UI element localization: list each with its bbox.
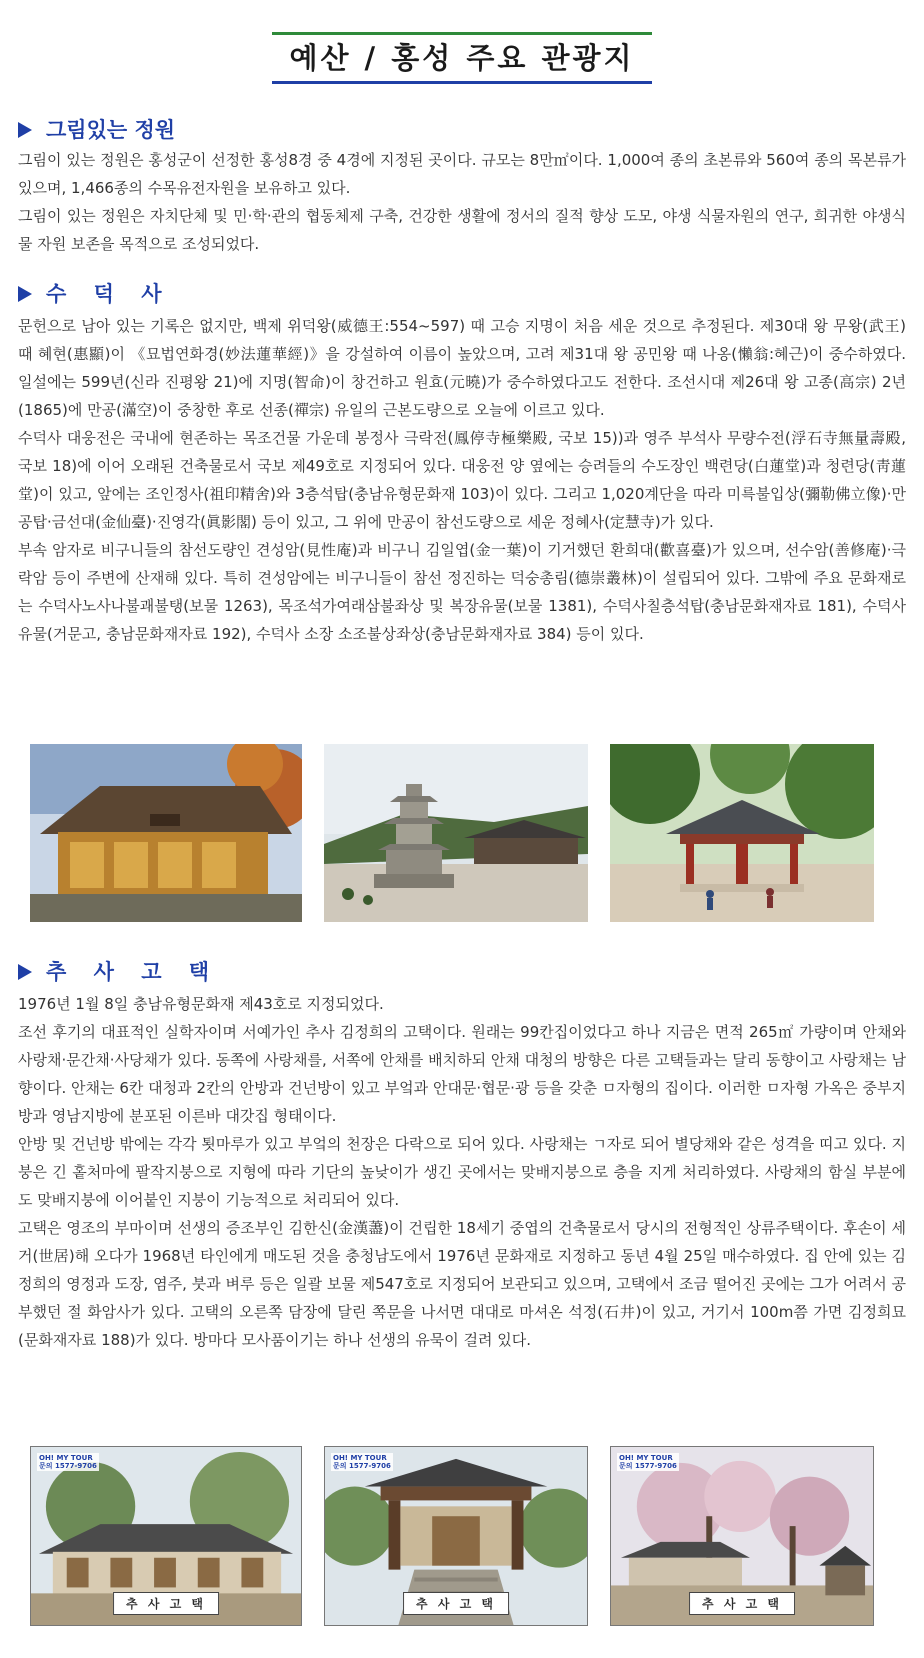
paragraph: 안방 및 건넌방 밖에는 각각 툇마루가 있고 부엌의 천장은 다락으로 되어 있다. 사랑채는 ㄱ자로 되어 별당채와 같은 성격을 띠고 있다. 지붕은 긴 홑처마에 팔작지붕으로 지형에 따라 기단의 높낮이가 생긴 곳에서는 맞배지붕으로 층을 지게 처리하였다. 사랑채의 함실 부분에도 맞배지붕에 이어붙인 지붕이 기능적으로 처리되어 있다. bbox=[18, 1135, 906, 1209]
photo-sudeoksa-daeungjeon bbox=[30, 744, 302, 922]
page-title: 예산 / 홍성 주요 관광지 bbox=[289, 41, 635, 75]
play-triangle-icon bbox=[18, 122, 32, 138]
photo-caption: 추 사 고 택 bbox=[403, 1592, 509, 1615]
paragraph: 부속 암자로 비구니들의 참선도량인 견성암(見性庵)과 비구니 김일엽(金一葉)이 기거했던 환희대(歡喜臺)가 있으며, 선수암(善修庵)·극락암 등이 주변에 산재해 있다. 특히 견성암에는 비구니들이 참선 정진하는 덕숭총림(德崇叢林)이 설립되어 있다. 그밖에 주요 문화재로는 수덕사노사나불괘불탱(보물 1263), 목조석가여래삼불좌상 및 복장유물(보물 1381), 수덕사칠층석탑(충남문화재자료 181), 수덕사유물(거문고, 충남문화재자료 192), 수덕사 소장 소조불상좌상(충남문화재자료 384) 등이 있다. bbox=[18, 541, 906, 643]
title-rule-bottom bbox=[272, 81, 652, 84]
photo-sudeoksa-bell-pavilion bbox=[610, 744, 874, 922]
section-heading-text: 추 사 고 택 bbox=[46, 960, 220, 984]
photo-chusa-gate bbox=[324, 1446, 588, 1626]
photo-chusa-blossom bbox=[610, 1446, 874, 1626]
tour-logo-phone: 문의 1577-9706 bbox=[333, 1462, 391, 1470]
tour-logo bbox=[37, 1453, 99, 1471]
section-heading-text: 그림있는 정원 bbox=[46, 118, 176, 142]
tour-logo-name: OH! MY TOUR bbox=[619, 1454, 673, 1462]
paragraph: 고택은 영조의 부마이며 선생의 증조부인 김한신(金漢藎)이 건립한 18세기 중엽의 건축물로서 당시의 전형적인 상류주택이다. 후손이 세거(世居)해 오다가 1968년 타인에게 매도된 것을 충청남도에서 1976년 문화재로 지정하고 동년 4월 25일 매수하였다. 집 안에 있는 김정희의 영정과 도장, 염주, 붓과 벼루 등은 일괄 보물 제547호로 지정되어 보관되고 있으며, 고택에서 조금 떨어진 곳에는 그가 어려서 공부했던 절 화암사가 있다. 고택의 오른쪽 담장에 달린 쪽문을 나서면 대대로 마셔온 석정(石井)이 있고, 거기서 100m쯤 가면 김정희묘(문화재자료 188)가 있다. 방마다 모사품이기는 하나 선생의 유묵이 걸려 있다. bbox=[18, 1219, 906, 1349]
sudeoksa-text bbox=[18, 312, 906, 648]
title-rule-top bbox=[272, 32, 652, 35]
paragraph: 문헌으로 남아 있는 기록은 없지만, 백제 위덕왕(威德王:554~597) 때 고승 지명이 처음 세운 것으로 추정된다. 제30대 왕 무왕(武王) 때 혜현(惠顯)이 《묘법연화경(妙法蓮華經)》을 강설하여 이름이 높았으며, 고려 제31대 왕 공민왕 때 나옹(懶翁:혜근)이 중수하였다. 일설에는 599년(신라 진평왕 21)에 지명(智命)이 창건하고 원효(元曉)가 중수하였다고도 전한다. 조선시대 제26대 왕 고종(高宗) 2년(1865)에 만공(滿空)이 중창한 후로 선종(禪宗) 유일의 근본도량으로 오늘에 이르고 있다. bbox=[18, 317, 906, 419]
photo-caption: 추 사 고 택 bbox=[689, 1592, 795, 1615]
page-title-box bbox=[272, 32, 652, 84]
tour-logo-name: OH! MY TOUR bbox=[333, 1454, 387, 1462]
photo-sudeoksa-pagoda bbox=[324, 744, 588, 922]
play-triangle-icon bbox=[18, 286, 32, 302]
paragraph: 조선 후기의 대표적인 실학자이며 서예가인 추사 김정희의 고택이다. 원래는 99칸집이었다고 하나 지금은 면적 265㎡ 가량이며 안채와 사랑채·문간채·사당채가 있다. 동쪽에 사랑채를, 서쪽에 안채를 배치하되 안채 대청의 방향은 다른 고택들과는 달리 동향이고 사랑채는 남향이다. 안채는 6칸 대청과 2칸의 안방과 건넌방이 있고 부엌과 안대문·협문·광 등을 갖춘 ㅁ자형의 집이다. 이러한 ㅁ자형 가옥은 중부지방과 영남지방에 분포된 이른바 대갓집 형태이다. bbox=[18, 1023, 906, 1125]
chusa-text bbox=[18, 990, 906, 1354]
section-heading-garden bbox=[18, 116, 175, 144]
section-heading-chusa bbox=[18, 958, 219, 986]
paragraph: 수덕사 대웅전은 국내에 현존하는 목조건물 가운데 봉정사 극락전(鳳停寺極樂殿, 국보 15))과 영주 부석사 무량수전(浮石寺無量壽殿, 국보 18)에 이어 오래된 건축물로서 국보 제49호로 지정되어 있다. 대웅전 양 옆에는 승려들의 수도장인 백련당(白蓮堂)과 청련당(靑蓮堂)이 있고, 앞에는 조인정사(祖印精舍)와 3층석탑(충남유형문화재 103)이 있다. 그리고 1,020계단을 따라 미륵불입상(彌勒佛立像)·만공탑·금선대(金仙臺)·진영각(眞影閣) 등이 있고, 그 위에 만공이 참선도량으로 세운 정혜사(定慧寺)가 있다. bbox=[18, 429, 906, 531]
tour-logo-name: OH! MY TOUR bbox=[39, 1454, 93, 1462]
section-heading-text: 수 덕 사 bbox=[46, 282, 172, 306]
tour-logo bbox=[617, 1453, 679, 1471]
play-triangle-icon bbox=[18, 964, 32, 980]
section-heading-sudeoksa bbox=[18, 280, 171, 308]
tour-logo bbox=[331, 1453, 393, 1471]
garden-text bbox=[18, 146, 906, 258]
photo-chusa-house bbox=[30, 1446, 302, 1626]
tour-logo-phone: 문의 1577-9706 bbox=[619, 1462, 677, 1470]
paragraph: 그림이 있는 정원은 자치단체 및 민·학·관의 협동체제 구축, 건강한 생활에 정서의 질적 향상 도모, 야생 식물자원의 연구, 희귀한 야생식물 자원 보존을 목적으로 조성되었다. bbox=[18, 207, 906, 253]
paragraph: 그림이 있는 정원은 홍성군이 선정한 홍성8경 중 4경에 지정된 곳이다. 규모는 8만㎡이다. 1,000여 종의 초본류와 560여 종의 목본류가 있으며, 1,466종의 수목유전자원을 보유하고 있다. bbox=[18, 151, 906, 197]
photo-caption: 추 사 고 택 bbox=[113, 1592, 219, 1615]
paragraph: 1976년 1월 8일 충남유형문화재 제43호로 지정되었다. bbox=[18, 995, 384, 1013]
tour-logo-phone: 문의 1577-9706 bbox=[39, 1462, 97, 1470]
